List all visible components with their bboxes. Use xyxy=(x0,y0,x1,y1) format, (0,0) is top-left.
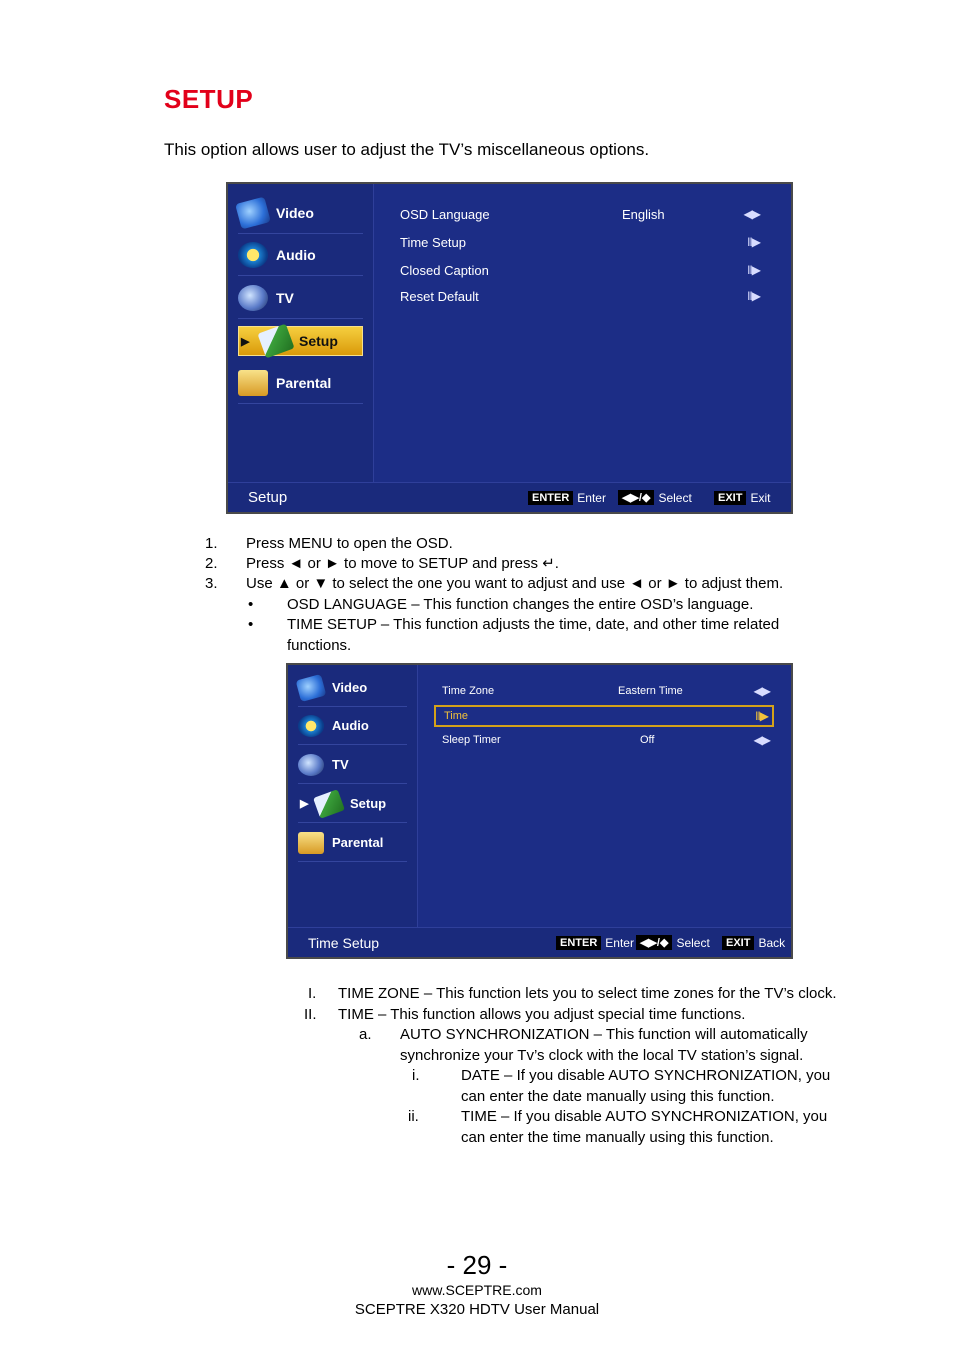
hint-label: Enter xyxy=(577,490,606,505)
row-value: English xyxy=(622,206,665,222)
hint-enter xyxy=(528,491,606,505)
bullet-text: OSD LANGUAGE – This function changes the entire OSD’s language. xyxy=(287,596,754,613)
menu-item-parental[interactable] xyxy=(298,824,407,862)
menu-item-label: Audio xyxy=(276,246,316,263)
osd-row-reset-default[interactable] xyxy=(400,283,764,309)
audio-icon xyxy=(238,242,268,268)
hint-label: Enter xyxy=(605,935,634,950)
row-label: Closed Caption xyxy=(400,262,489,278)
selected-arrow-icon: ▶ xyxy=(241,335,250,348)
hint-enter xyxy=(556,936,634,950)
page-title: SETUP xyxy=(164,84,254,114)
osd-row-time[interactable] xyxy=(434,705,774,727)
hint-label: Select xyxy=(658,490,692,505)
hint-select xyxy=(618,490,692,505)
video-icon xyxy=(296,674,327,702)
osd-row-sleep-timer[interactable] xyxy=(434,729,774,751)
osd-row-time-zone[interactable] xyxy=(434,680,774,702)
menu-item-audio[interactable] xyxy=(298,707,407,745)
bullet-text-continued: functions. xyxy=(287,637,352,654)
menu-item-label: Setup xyxy=(299,333,338,349)
footer-website: www.SCEPTRE.com xyxy=(412,1282,542,1298)
left-right-arrows-icon: ◀▶ xyxy=(753,733,770,747)
menu-item-label: Video xyxy=(276,204,314,221)
setup-icon xyxy=(313,789,345,819)
hint-exit xyxy=(714,491,770,505)
list-number: II. xyxy=(304,1006,317,1023)
selected-arrow-icon: ▶ xyxy=(300,798,309,810)
left-right-arrows-icon: ◀▶ xyxy=(743,207,760,221)
step-text: Use ▲ or ▼ to select the one you want to adjust and use ◄ or ► to adjust them. xyxy=(246,575,784,592)
bullet-icon: • xyxy=(248,596,254,613)
step-text: Press ◄ or ► to move to SETUP and press ↵. xyxy=(246,555,559,572)
list-text: TIME – This function allows you adjust special time functions. xyxy=(338,1006,746,1023)
menu-item-audio[interactable] xyxy=(238,234,363,276)
osd-time-setup-screenshot xyxy=(286,663,793,959)
footer-manual-title: SCEPTRE X320 HDTV User Manual xyxy=(354,1301,600,1318)
menu-item-label: TV xyxy=(276,289,294,306)
tv-icon xyxy=(238,285,268,311)
step-number: 1. xyxy=(205,535,218,552)
key-badge: ◀▶/◆ xyxy=(636,935,672,950)
menu-item-label: Setup xyxy=(350,796,387,811)
row-label: Time Setup xyxy=(400,234,466,250)
row-label: Time Zone xyxy=(442,685,495,697)
menu-item-parental[interactable] xyxy=(238,362,363,404)
osd-sidebar xyxy=(228,184,374,482)
key-badge: ◀▶/◆ xyxy=(618,490,654,505)
hint-label: Exit xyxy=(750,490,771,505)
list-number: I. xyxy=(308,985,317,1002)
menu-item-video[interactable] xyxy=(298,669,407,707)
parental-icon xyxy=(238,370,268,396)
list-roman: i. xyxy=(412,1067,420,1084)
bullet-text: TIME SETUP – This function adjusts the time, date, and other time related xyxy=(287,616,780,633)
step-number: 2. xyxy=(205,555,218,572)
menu-item-video[interactable] xyxy=(238,192,363,234)
menu-item-setup[interactable] xyxy=(298,785,407,823)
enter-submenu-icon: II▶ xyxy=(747,263,760,277)
key-badge: EXIT xyxy=(714,491,746,505)
left-right-arrows-icon: ◀▶ xyxy=(753,684,770,698)
list-text-continued: can enter the time manually using this function. xyxy=(461,1129,774,1146)
list-text-continued: can enter the date manually using this function. xyxy=(461,1088,775,1105)
menu-item-tv[interactable] xyxy=(298,746,407,784)
page-number: - 29 - xyxy=(446,1250,508,1280)
parental-icon xyxy=(298,832,324,854)
row-label: Time xyxy=(444,710,469,722)
list-text-continued: synchronize your Tv’s clock with the local TV station’s signal. xyxy=(400,1047,804,1064)
key-badge: ENTER xyxy=(528,491,573,505)
menu-item-label: Audio xyxy=(332,718,369,733)
osd-setup-screenshot xyxy=(226,182,793,514)
enter-submenu-icon: II▶ xyxy=(747,289,760,303)
row-value: Off xyxy=(640,734,655,746)
row-label: Reset Default xyxy=(400,288,479,304)
osd-status-bar xyxy=(228,482,791,512)
key-badge: EXIT xyxy=(722,936,754,950)
menu-item-label: Parental xyxy=(276,374,332,391)
list-text: DATE – If you disable AUTO SYNCHRONIZATION, you xyxy=(461,1067,831,1084)
hint-select xyxy=(636,935,710,950)
menu-item-label: TV xyxy=(332,757,349,772)
list-text: TIME – If you disable AUTO SYNCHRONIZATION, you xyxy=(461,1108,828,1125)
menu-item-tv[interactable] xyxy=(238,277,363,319)
menu-item-label: Video xyxy=(332,680,368,695)
step-number: 3. xyxy=(205,575,218,592)
menu-item-label: Parental xyxy=(332,835,384,850)
tv-icon xyxy=(298,754,324,776)
bullet-icon: • xyxy=(248,616,254,633)
list-roman: ii. xyxy=(408,1108,419,1125)
osd-row-time-setup[interactable] xyxy=(400,229,764,255)
row-label: OSD Language xyxy=(400,206,490,222)
setup-icon xyxy=(257,324,294,359)
list-text: TIME ZONE – This function lets you to select time zones for the TV’s clock. xyxy=(338,985,837,1002)
status-title: Time Setup xyxy=(308,934,380,951)
step-text: Press MENU to open the OSD. xyxy=(246,535,453,552)
hint-label: Select xyxy=(676,935,710,950)
audio-icon xyxy=(298,715,324,737)
video-icon xyxy=(235,196,271,229)
osd-sidebar xyxy=(288,665,418,927)
osd-row-osd-language[interactable] xyxy=(400,201,764,227)
intro-text: This option allows user to adjust the TV’s miscellaneous options. xyxy=(164,140,650,159)
status-title: Setup xyxy=(248,489,288,506)
list-letter: a. xyxy=(359,1026,372,1043)
enter-submenu-icon: II▶ xyxy=(755,709,768,723)
key-badge: ENTER xyxy=(556,936,601,950)
osd-row-closed-caption[interactable] xyxy=(400,257,764,283)
enter-submenu-icon: II▶ xyxy=(747,235,760,249)
hint-back xyxy=(722,936,785,950)
osd-status-bar xyxy=(288,927,791,957)
menu-item-setup[interactable] xyxy=(238,326,363,356)
row-label: Sleep Timer xyxy=(442,734,501,746)
row-value: Eastern Time xyxy=(618,685,683,697)
hint-label: Back xyxy=(758,935,786,950)
list-text: AUTO SYNCHRONIZATION – This function will automatically xyxy=(400,1026,808,1043)
